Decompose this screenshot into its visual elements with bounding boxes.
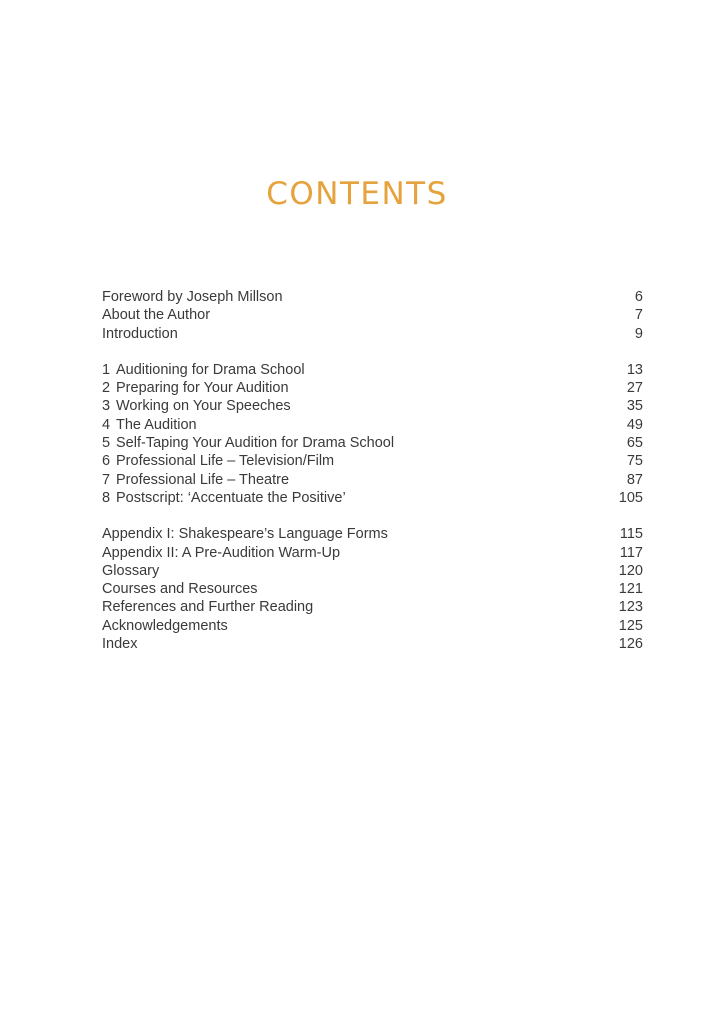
toc-chapter-entry[interactable] xyxy=(102,416,643,434)
front-matter-group xyxy=(102,288,643,343)
toc-entry-page: 65 xyxy=(626,435,643,452)
toc-entry-page: 75 xyxy=(626,453,643,470)
toc-entry-page: 27 xyxy=(626,380,643,397)
toc-entry-title: Acknowledgements xyxy=(102,617,228,634)
chapter-number: 2 xyxy=(102,380,111,397)
toc-entry[interactable] xyxy=(102,288,643,306)
toc-entry-title xyxy=(102,489,346,507)
chapters-group xyxy=(102,361,643,507)
chapter-number: 5 xyxy=(102,435,111,452)
toc-chapter-entry[interactable] xyxy=(102,434,643,452)
table-of-contents xyxy=(102,288,643,671)
chapter-number: 7 xyxy=(102,471,111,488)
toc-entry-title: Index xyxy=(102,636,138,653)
chapter-title: Auditioning for Drama School xyxy=(116,361,305,378)
toc-entry-page: 49 xyxy=(626,416,643,433)
toc-entry-title: Glossary xyxy=(102,562,160,579)
toc-entry-title: Courses and Resources xyxy=(102,581,258,598)
toc-entry-title xyxy=(102,361,305,379)
chapter-title: Preparing for Your Audition xyxy=(116,380,289,397)
toc-entry-title xyxy=(102,452,334,470)
toc-entry[interactable] xyxy=(102,580,643,598)
toc-entry[interactable] xyxy=(102,617,643,635)
chapter-number: 4 xyxy=(102,416,111,433)
toc-entry-title: Foreword by Joseph Millson xyxy=(102,289,283,305)
toc-entry-page: 6 xyxy=(634,289,643,305)
toc-entry-page: 117 xyxy=(619,544,643,561)
chapter-number: 1 xyxy=(102,361,111,378)
chapter-title: Working on Your Speeches xyxy=(116,398,291,415)
toc-entry-title: About the Author xyxy=(102,307,211,324)
toc-entry-page: 7 xyxy=(634,307,643,324)
page-title: CONTENTS xyxy=(266,176,448,212)
toc-entry-title: References and Further Reading xyxy=(102,599,314,616)
toc-entry-page: 9 xyxy=(634,325,643,342)
toc-entry-page: 115 xyxy=(619,526,643,543)
toc-entry-page: 121 xyxy=(618,581,643,598)
toc-entry[interactable] xyxy=(102,544,643,562)
toc-entry-page: 126 xyxy=(618,636,643,653)
chapter-title: Self-Taping Your Audition for Drama School xyxy=(116,435,395,452)
toc-entry[interactable] xyxy=(102,635,643,653)
toc-chapter-entry[interactable] xyxy=(102,397,643,415)
toc-entry-page: 123 xyxy=(618,599,643,616)
toc-entry[interactable] xyxy=(102,525,643,543)
chapter-title: Professional Life – Television/Film xyxy=(116,453,335,470)
toc-chapter-entry[interactable] xyxy=(102,452,643,470)
chapter-number: 8 xyxy=(102,489,111,506)
chapter-title: Postscript: ‘Accentuate the Positive’ xyxy=(116,489,346,506)
toc-entry-page: 105 xyxy=(618,489,643,506)
toc-entry-page: 87 xyxy=(626,471,643,488)
toc-entry-title xyxy=(102,379,289,397)
toc-entry-title: Introduction xyxy=(102,325,178,342)
toc-entry[interactable] xyxy=(102,598,643,616)
toc-entry-page: 125 xyxy=(618,617,643,634)
chapter-number: 6 xyxy=(102,453,111,470)
toc-entry-page: 120 xyxy=(618,562,643,579)
toc-chapter-entry[interactable] xyxy=(102,489,643,507)
toc-chapter-entry[interactable] xyxy=(102,361,643,379)
toc-entry-title xyxy=(102,434,394,452)
toc-chapter-entry[interactable] xyxy=(102,471,643,489)
toc-entry[interactable] xyxy=(102,306,643,324)
toc-entry-title xyxy=(102,416,197,434)
toc-entry-title xyxy=(102,471,289,489)
toc-entry-title xyxy=(102,397,291,415)
chapter-number: 3 xyxy=(102,398,111,415)
toc-entry-page: 35 xyxy=(626,398,643,415)
toc-entry[interactable] xyxy=(102,562,643,580)
chapter-title: Professional Life – Theatre xyxy=(116,471,290,488)
toc-entry-title: Appendix I: Shakespeare’s Language Forms xyxy=(102,526,388,543)
toc-entry[interactable] xyxy=(102,325,643,343)
back-matter-group xyxy=(102,525,643,653)
toc-entry-title: Appendix II: A Pre-Audition Warm-Up xyxy=(102,544,341,561)
toc-chapter-entry[interactable] xyxy=(102,379,643,397)
chapter-title: The Audition xyxy=(116,416,197,433)
toc-entry-page: 13 xyxy=(626,361,643,378)
